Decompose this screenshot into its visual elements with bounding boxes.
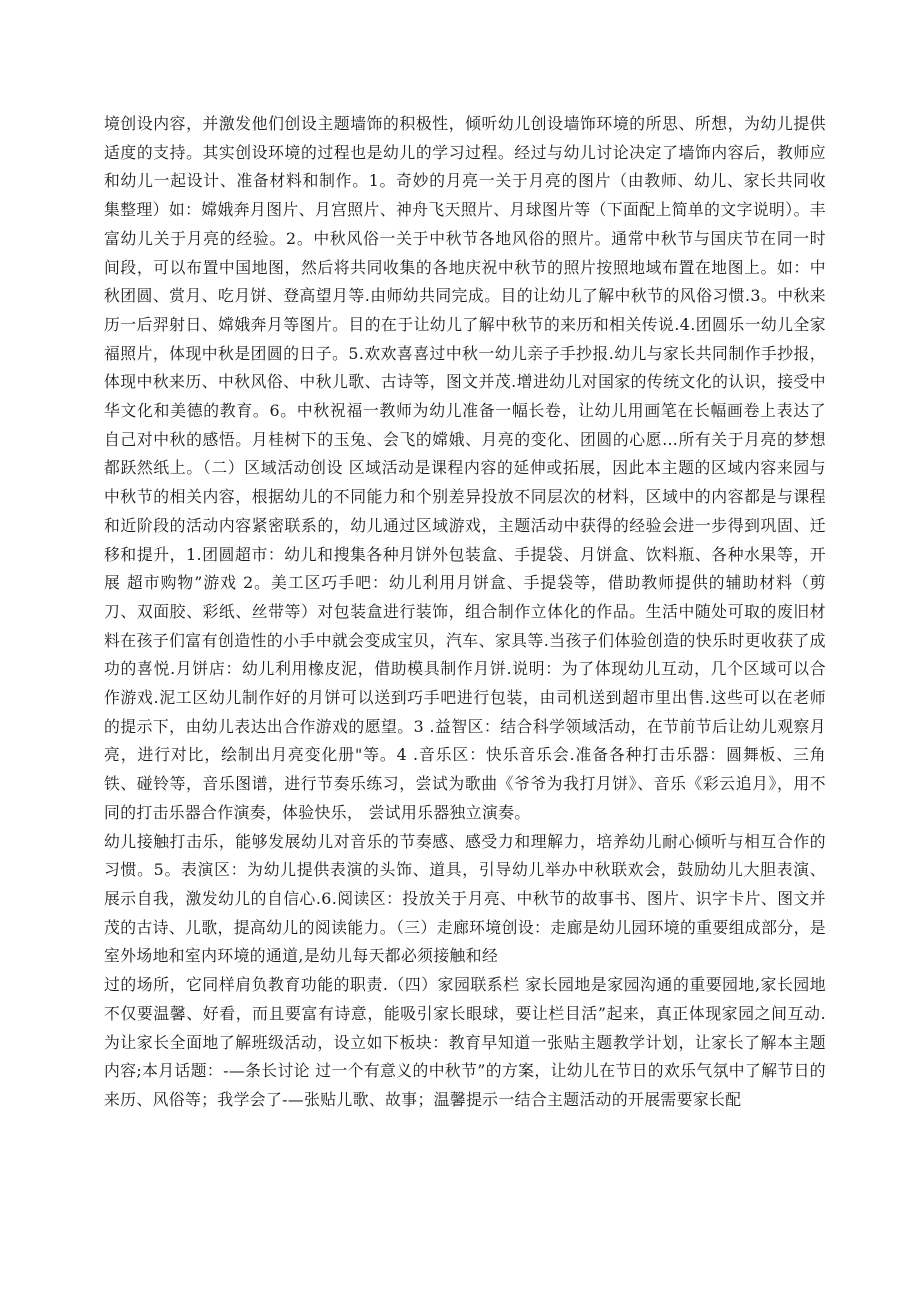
body-paragraph: 幼儿接触打击乐，能够发展幼儿对音乐的节奏感、感受力和理解力，培养幼儿耐心倾听与相互合作的习惯。5。表演区：为幼儿提供表演的头饰、道具，引导幼儿举办中秋联欢会，鼓励幼儿大胆表演、展示自我，激发幼儿的自信心.6.阅读区：投放关于月亮、中秋节的故事书、图片、识字卡片、图文并茂的古诗、儿歌，提高幼儿的阅读能力。（三）走廊环境创设：走廊是幼儿园环境的重要组成部分，是室外场地和室内环境的通道,是幼儿每天都必须接触和经 (104, 831, 826, 966)
body-paragraph: 境创设内容，并激发他们创设主题墙饰的积极性，倾听幼儿创设墙饰环境的所思、所想，为幼儿提供适度的支持。其实创设环境的过程也是幼儿的学习过程。经过与幼儿讨论决定了墙饰内容后，教师应和幼儿一起设计、准备材料和制作。1。奇妙的月亮一关于月亮的图片（由教师、幼儿、家长共同收集整理）如：嫦娥奔月图片、月宫照片、神舟飞天照片、月球图片等（下面配上简单的文字说明）。丰富幼儿关于月亮的经验。2。中秋风俗一关于中秋节各地风俗的照片。通常中秋节与国庆节在同一时间段，可以布置中国地图，然后将共同收集的各地庆祝中秋节的照片按照地域布置在地图上。如：中秋团圆、赏月、吃月饼、登高望月等.由师幼共同完成。目的让幼儿了解中秋节的风俗习惯.3。中秋来历一后羿射日、嫦娥奔月等图片。目的在于让幼儿了解中秋节的来历和相关传说.4.团圆乐一幼儿全家福照片，体现中秋是团圆的日子。5.欢欢喜喜过中秋一幼儿亲子手抄报.幼儿与家长共同制作手抄报，体现中秋来历、中秋风俗、中秋儿歌、古诗等，图文并茂.增进幼儿对国家的传统文化的认识，接受中华文化和美德的教育。6。中秋祝福一教师为幼儿准备一幅长卷，让幼儿用画笔在长幅画卷上表达了自己对中秋的感悟。月桂树下的玉兔、会飞的嫦娥、月亮的变化、团圆的心愿…所有关于月亮的梦想都跃然纸上。（二）区域活动创设 区域活动是课程内容的延伸或拓展，因此本主题的区域内容来园与中秋节的相关内容，根据幼儿的不同能力和个别差异投放不同层次的材料，区域中的内容都是与课程和近阶段的活动内容紧密联系的，幼儿通过区域游戏，主题活动中获得的经验会进一步得到巩固、迁移和提升，1.团圆超市：幼儿和搜集各种月饼外包装盒、手提袋、月饼盒、饮料瓶、各种水果等，开展 超市购物”游戏 2。美工区巧手吧：幼儿利用月饼盒、手提袋等，借助教师提供的辅助材料（剪刀、双面胶、彩纸、丝带等）对包装盒进行装饰，组合制作立体化的作品。生活中随处可取的废旧材料在孩子们富有创造性的小手中就会变成宝贝，汽车、家具等.当孩子们体验创造的快乐时更收获了成功的喜悦.月饼店：幼儿利用橡皮泥，借助模具制作月饼.说明：为了体现幼儿互动，几个区域可以合作游戏.泥工区幼儿制作好的月饼可以送到巧手吧进行包装，由司机送到超市里出售.这些可以在老师的提示下，由幼儿表达出合作游戏的愿望。3 .益智区：结合科学领域活动，在节前节后让幼儿观察月亮，进行对比，绘制出月亮变化册"等。4 .音乐区：快乐音乐会.准备各种打击乐器：圆舞板、三角铁、碰铃等，音乐图谱，进行节奏乐练习，尝试为歌曲《爷爷为我打月饼》、音乐《彩云追月》，用不同的打击乐器合作演奏，体验快乐， 尝试用乐器独立演奏。 (104, 114, 826, 822)
document-page (104, 110, 826, 1115)
body-paragraph: 过的场所，它同样肩负教育功能的职责.（四）家园联系栏 家长园地是家园沟通的重要园地,家长园地不仅要温馨、好看，而且要富有诗意，能吸引家长眼球，要让栏目活”起来，真正体现家园之间互动.为让家长全面地了解班级活动，设立如下板块：教育早知道一张贴主题教学计划，让家长了解本主题内容;本月话题：-—条长讨论 过一个有意义的中秋节”的方案，让幼儿在节日的欢乐气氛中了解节日的来历、风俗等；我学会了-—张贴儿歌、故事；温馨提示一结合主题活动的开展需要家长配 (104, 975, 826, 1109)
